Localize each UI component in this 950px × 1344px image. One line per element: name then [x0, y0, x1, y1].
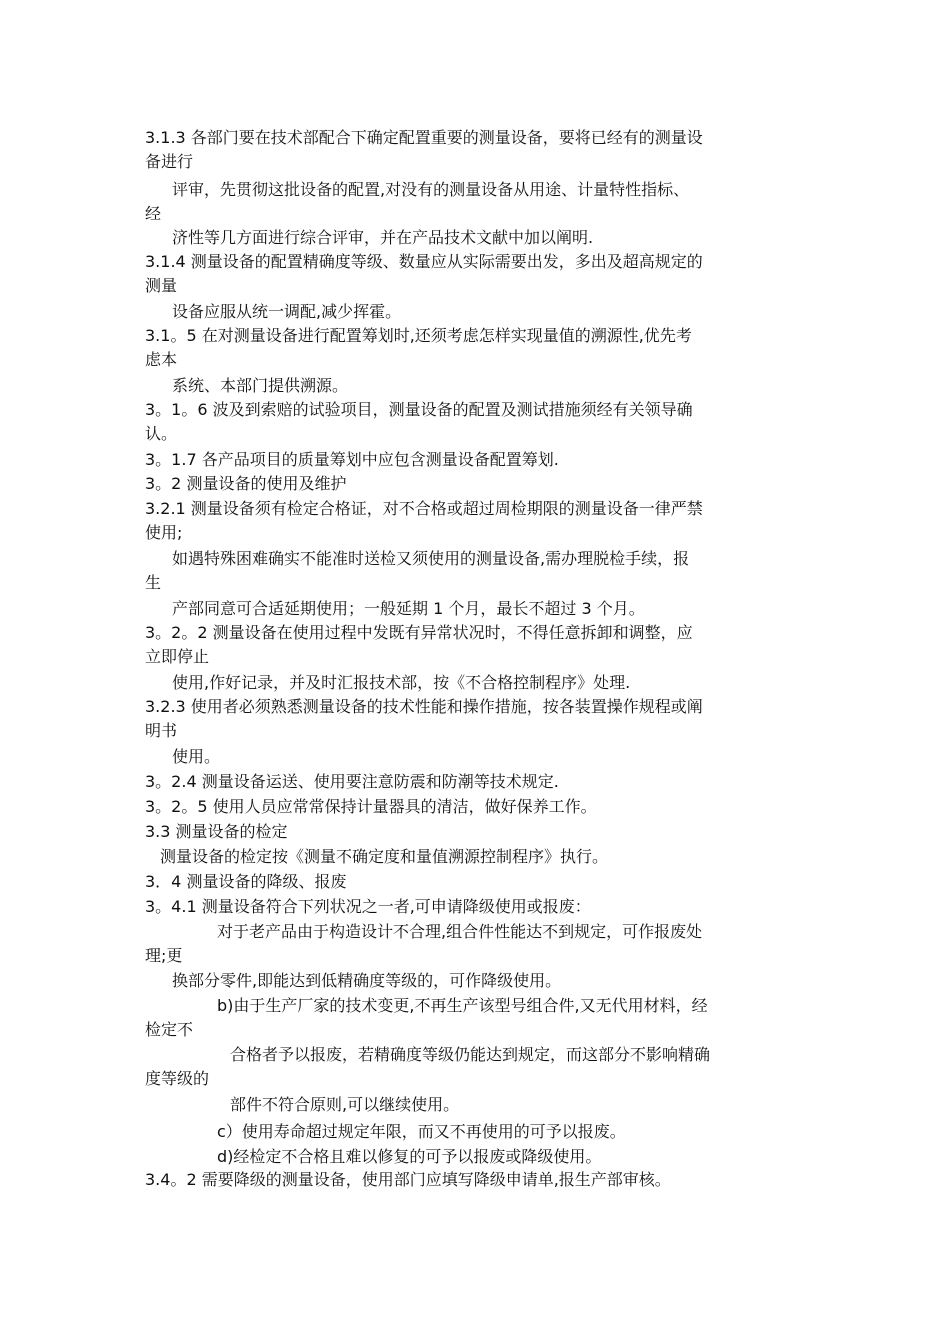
text-line: 济性等几方面进行综合评审，并在产品技术文献中加以阐明. — [172, 228, 594, 247]
text-line: 立即停止 — [145, 647, 210, 666]
text-line: 虑本 — [145, 350, 178, 369]
text-line: 系统、本部门提供溯源。 — [172, 376, 349, 395]
text-line: 对于老产品由于构造设计不合理,组合件性能达不到规定，可作报废处 — [217, 922, 703, 941]
text-line: d)经检定不合格且难以修复的可予以报废或降级使用。 — [217, 1147, 602, 1166]
text-line: 3．4 测量设备的降级、报废 — [145, 872, 347, 891]
text-line: 3。2。2 测量设备在使用过程中发既有异常状况时，不得任意拆卸和调整，应 — [145, 623, 693, 642]
text-line: 测量 — [145, 276, 178, 295]
text-line: 部件不符合原则,可以继续使用。 — [230, 1095, 460, 1114]
text-line: 3.4。2 需要降级的测量设备，使用部门应填写降级申请单,报生产部审核。 — [145, 1170, 671, 1189]
text-line: 3。2 测量设备的使用及维护 — [145, 474, 347, 493]
text-line: 3。2.4 测量设备运送、使用要注意防震和防潮等技术规定. — [145, 772, 559, 791]
text-line: 3。4.1 测量设备符合下列状况之一者,可申请降级使用或报废： — [145, 897, 591, 916]
text-line: 3。1。6 波及到索赔的试验项目，测量设备的配置及测试措施须经有关领导确 — [145, 400, 693, 419]
text-line: 3.2.1 测量设备须有检定合格证，对不合格或超过周检期限的测量设备一律严禁 — [145, 499, 703, 518]
text-line: 度等级的 — [145, 1069, 210, 1088]
text-line: 3.1.4 测量设备的配置精确度等级、数量应从实际需要出发，多出及超高规定的 — [145, 252, 703, 271]
text-line: 3.2.3 使用者必须熟悉测量设备的技术性能和操作措施，按各装置操作规程或阐 — [145, 697, 703, 716]
text-line: 产部同意可合适延期使用；一般延期 1 个月，最长不超过 3 个月。 — [172, 599, 645, 618]
text-line: 备进行 — [145, 152, 194, 171]
text-line: 3.1.3 各部门要在技术部配合下确定配置重要的测量设备，要将已经有的测量设 — [145, 128, 703, 147]
text-line: 如遇特殊困难确实不能准时送检又须使用的测量设备,需办理脱检手续，报 — [172, 549, 690, 568]
text-line: 合格者予以报废，若精确度等级仍能达到规定，而这部分不影响精确 — [230, 1045, 711, 1064]
text-line: 使用。 — [172, 747, 221, 766]
text-line: 明书 — [145, 721, 178, 740]
text-line: 3。1.7 各产品项目的质量筹划中应包含测量设备配置筹划. — [145, 450, 559, 469]
text-line: 使用,作好记录，并及时汇报技术部，按《不合格控制程序》处理. — [172, 673, 631, 692]
text-line: 设备应服从统一调配,减少挥霍。 — [172, 302, 402, 321]
text-line: 3.1。5 在对测量设备进行配置筹划时,还须考虑怎样实现量值的溯源性,优先考 — [145, 326, 692, 345]
text-line: 3。2。5 使用人员应常常保持计量器具的清洁，做好保养工作。 — [145, 797, 597, 816]
text-line: 生 — [145, 573, 162, 592]
text-line: b)由于生产厂家的技术变更,不再生产该型号组合件,又无代用材料，经 — [217, 996, 708, 1015]
text-line: 理;更 — [145, 946, 183, 965]
text-line: c）使用寿命超过规定年限，而又不再使用的可予以报废。 — [217, 1122, 626, 1141]
text-line: 测量设备的检定按《测量不确定度和量值溯源控制程序》执行。 — [160, 847, 609, 866]
text-line: 使用; — [145, 523, 183, 542]
text-line: 认。 — [145, 424, 178, 443]
text-line: 检定不 — [145, 1020, 194, 1039]
text-line: 换部分零件,即能达到低精确度等级的，可作降级使用。 — [172, 971, 562, 990]
text-line: 经 — [145, 204, 162, 223]
text-line: 3.3 测量设备的检定 — [145, 822, 288, 841]
text-line: 评审，先贯彻这批设备的配置,对没有的测量设备从用途、计量特性指标、 — [172, 180, 690, 199]
